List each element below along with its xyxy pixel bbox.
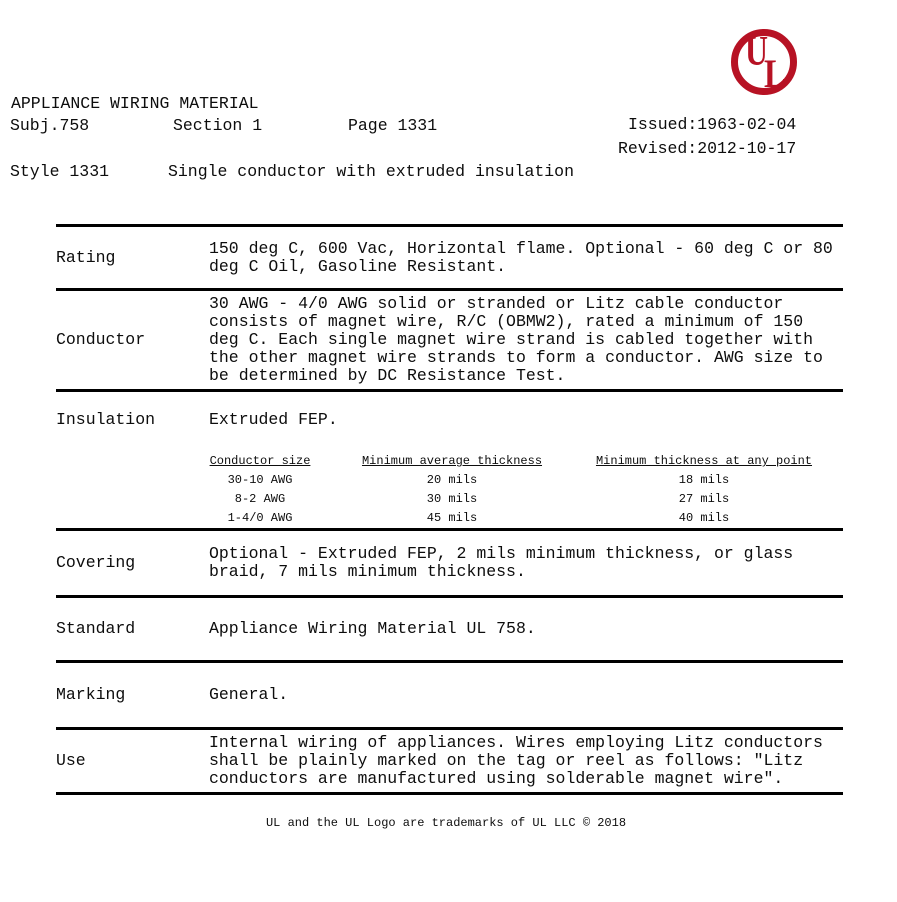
section-text-standard: Appliance Wiring Material UL 758. xyxy=(209,619,536,638)
table-cell: 27 mils xyxy=(678,492,730,506)
section-label-use: Use xyxy=(56,751,86,770)
table-row xyxy=(209,471,841,490)
subject-number: Subj.758 xyxy=(10,116,90,135)
section-label-standard: Standard xyxy=(56,619,136,638)
section-label-conductor: Conductor xyxy=(56,330,146,349)
spacer xyxy=(209,429,841,452)
section-row-rating xyxy=(56,224,843,288)
spec-table xyxy=(56,224,843,795)
table-header-min-thickness-any-point: Minimum thickness at any point xyxy=(595,454,813,468)
section-row-insulation xyxy=(56,389,843,528)
table-header-min-avg-thickness: Minimum average thickness xyxy=(361,454,543,468)
section-row-conductor xyxy=(56,288,843,389)
section-label-marking: Marking xyxy=(56,685,126,704)
table-header-conductor-size: Conductor size xyxy=(209,454,311,468)
section-label-covering: Covering xyxy=(56,553,136,572)
section-text-covering: Optional - Extruded FEP, 2 mils minimum thickness, or glass braid, 7 mils minimum thickness. xyxy=(209,544,794,581)
section-row-marking xyxy=(56,660,843,727)
section-content-insulation xyxy=(209,392,841,528)
section-text-use: Internal wiring of appliances. Wires employing Litz conductors shall be plainly marked on the tag or reel as follows: "Litz conductors are manufactured using solderable magnet wire". xyxy=(209,733,823,788)
ul-logo xyxy=(731,29,797,95)
table-row xyxy=(209,490,841,509)
table-cell: 20 mils xyxy=(426,473,478,487)
page-number: Page 1331 xyxy=(348,116,438,135)
section-row-covering xyxy=(56,528,843,595)
table-cell: 45 mils xyxy=(426,511,478,525)
section-text-conductor: 30 AWG - 4/0 AWG solid or stranded or Litz cable conductor consists of magnet wire, R/C (OBMW2), rated a minimum of 150 deg C. Each single magnet wire strand is cabled together with the other magnet wire strands to form a conductor. AWG size to be determined by DC Resistance Test. xyxy=(209,294,823,385)
style-number: Style 1331 xyxy=(10,162,110,181)
section-number: Section 1 xyxy=(173,116,263,135)
trademark-notice: UL and the UL Logo are trademarks of UL LLC © 2018 xyxy=(265,816,627,830)
table-header-row xyxy=(209,452,841,471)
insulation-material: Extruded FEP. xyxy=(209,410,338,429)
revised-date: Revised:2012-10-17 xyxy=(618,139,797,158)
section-text-rating: 150 deg C, 600 Vac, Horizontal flame. Optional - 60 deg C or 80 deg C Oil, Gasoline Resistant. xyxy=(209,238,833,276)
document-title: APPLIANCE WIRING MATERIAL xyxy=(11,94,259,113)
table-cell: 30-10 AWG xyxy=(227,473,293,487)
table-cell: 8-2 AWG xyxy=(234,492,286,506)
section-text-marking: General. xyxy=(209,685,289,704)
issued-date: Issued:1963-02-04 xyxy=(628,115,797,134)
section-row-standard xyxy=(56,595,843,660)
ul-logo-letter-u: U xyxy=(745,29,768,75)
insulation-thickness-table xyxy=(209,452,841,528)
section-row-use xyxy=(56,727,843,792)
section-label-rating: Rating xyxy=(56,247,116,267)
section-label-insulation: Insulation xyxy=(56,410,156,429)
table-cell: 40 mils xyxy=(678,511,730,525)
table-row xyxy=(209,509,841,528)
style-description: Single conductor with extruded insulation xyxy=(168,162,574,181)
ul-logo-letter-l: L xyxy=(764,51,786,95)
table-cell: 1-4/0 AWG xyxy=(227,511,293,525)
table-cell: 18 mils xyxy=(678,473,730,487)
table-cell: 30 mils xyxy=(426,492,478,506)
